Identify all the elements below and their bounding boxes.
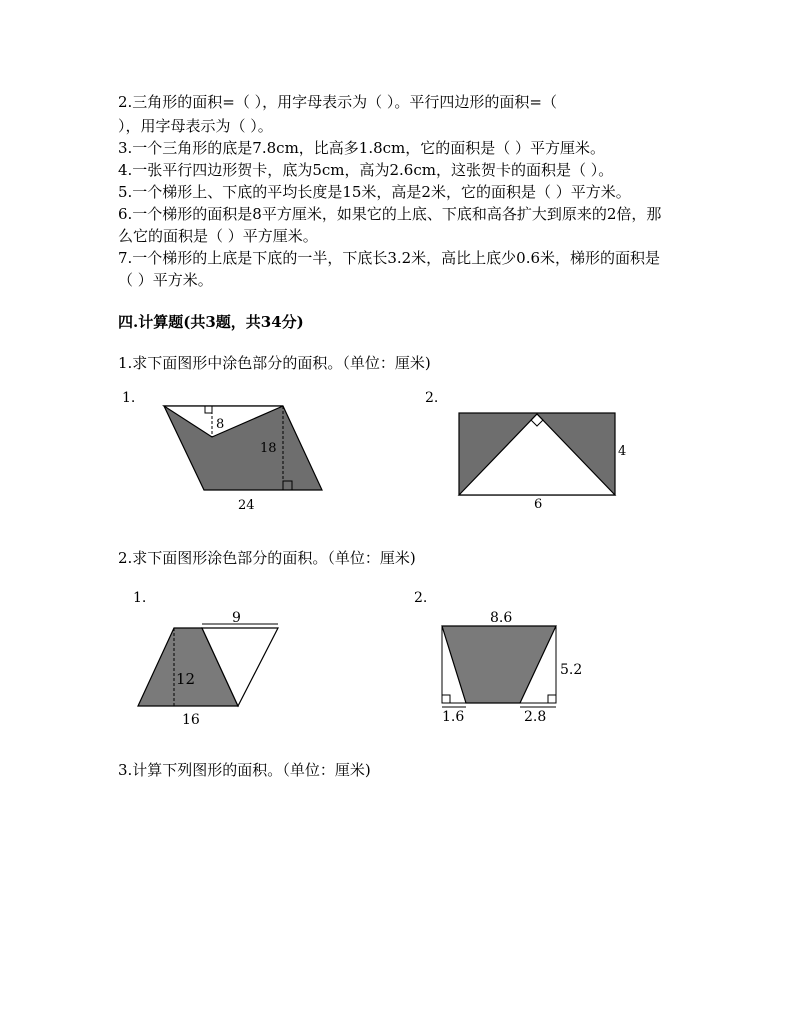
q2-f2-label-top: 8.6 — [490, 610, 513, 626]
q1-f1-label-base: 24 — [238, 498, 255, 513]
question-5-line: 5.一个梯形上、下底的平均长度是15米，高是2米，它的面积是（ ）平方米。 — [118, 183, 631, 201]
q1-figure-1-drawing — [150, 396, 340, 521]
q2-figure-2 — [434, 606, 594, 731]
q1-figure-1 — [150, 396, 340, 521]
q2-f2-label-height: 5.2 — [560, 662, 583, 678]
q2-figure-1 — [130, 606, 290, 728]
question-7-line-2: （ ）平方米。 — [118, 271, 213, 289]
q2-figure-1-drawing — [130, 606, 290, 728]
question-2-line-2: ），用字母表示为（ ）。 — [118, 117, 273, 135]
calc-question-3-text: 3.计算下列图形的面积。（单位：厘米) — [118, 761, 371, 779]
question-2-line-1: 2.三角形的面积=（ ），用字母表示为（ ）。平行四边形的面积=（ — [118, 93, 557, 111]
q1-figure-2-number: 2. — [425, 390, 439, 406]
question-7-line-1: 7.一个梯形的上底是下底的一半，下底长3.2米，高比上底少0.6米，梯形的面积是 — [118, 249, 661, 267]
q1-figure-2-drawing — [450, 404, 640, 514]
q1-f1-label-height: 18 — [260, 441, 277, 456]
q2-f2-label-left: 1.6 — [442, 709, 465, 725]
q1-figure-1-number: 1. — [122, 390, 136, 406]
section-title: 四.计算题(共3题，共34分) — [118, 313, 304, 331]
q1-f2-label-side: 4 — [618, 444, 627, 459]
q1-f2-label-base: 6 — [534, 497, 543, 512]
q2-f1-label-top: 9 — [232, 610, 241, 626]
question-3-line: 3.一个三角形的底是7.8cm，比高多1.8cm，它的面积是（ ）平方厘米。 — [118, 139, 606, 157]
q2-f2-label-right: 2.8 — [524, 709, 547, 725]
q2-f2-right-angle-right — [548, 695, 556, 703]
q2-f2-shaded-trapezoid — [442, 626, 556, 703]
q2-figure-2-drawing — [434, 606, 594, 731]
question-4-line: 4.一张平行四边形贺卡，底为5cm，高为2.6cm，这张贺卡的面积是（ ）。 — [118, 161, 614, 179]
q2-figure-2-number: 2. — [414, 590, 428, 606]
q2-f1-label-height: 12 — [176, 670, 196, 688]
calc-question-1-text: 1.求下面图形中涂色部分的面积。（单位：厘米) — [118, 354, 431, 372]
calc-question-2-text: 2.求下面图形涂色部分的面积。（单位：厘米) — [118, 549, 416, 567]
q2-f2-right-angle-left — [442, 695, 450, 703]
question-6-line-1: 6.一个梯形的面积是8平方厘米，如果它的上底、下底和高各扩大到原来的2倍，那 — [118, 205, 662, 223]
question-6-line-2: 么它的面积是（ ）平方厘米。 — [118, 227, 318, 245]
q1-figure-2 — [450, 404, 640, 514]
q1-f1-label-top: 8 — [216, 417, 225, 432]
q2-f1-label-base: 16 — [182, 712, 200, 728]
q2-figure-1-number: 1. — [133, 590, 147, 606]
